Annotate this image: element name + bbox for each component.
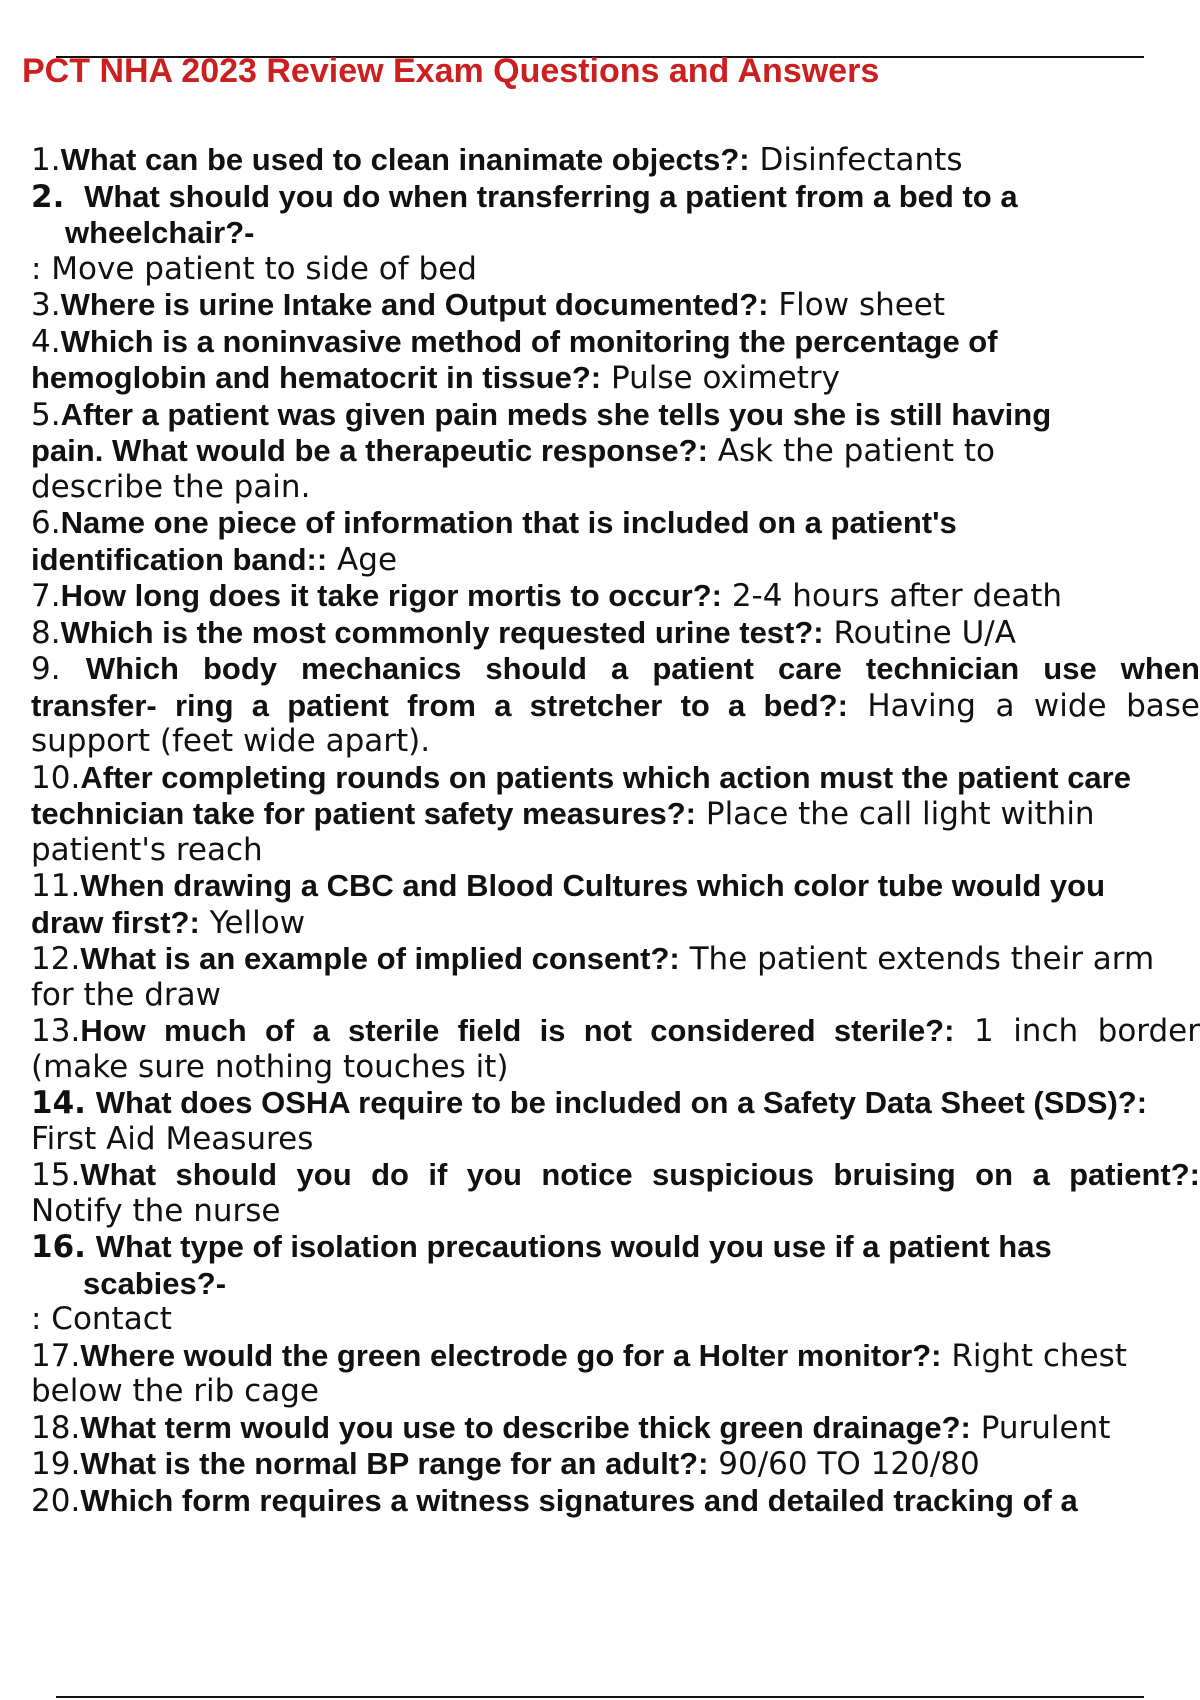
question: What is an example of implied consent?:: [80, 941, 680, 976]
question-continued: pain. What would be a therapeutic response?:: [31, 433, 708, 468]
question: What can be used to clean inanimate objects?:: [60, 142, 750, 177]
question-continued: wheelchair?-: [65, 215, 255, 250]
qa-item-12: [31, 941, 1200, 978]
question: What term would you use to describe thick green drainage?:: [80, 1409, 971, 1445]
answer-continued: below the rib cage: [31, 1373, 319, 1409]
qa-item-20: [31, 1483, 1200, 1520]
qa-list: [31, 142, 1200, 1519]
answer: 90/60 TO 120/80: [708, 1446, 980, 1482]
question-continued: hemoglobin and hematocrit in tissue?:: [31, 360, 602, 395]
question: How long does it take rigor mortis to occur?:: [60, 578, 722, 613]
qa-item-8: [31, 615, 1200, 652]
item-number: 1.: [31, 142, 61, 178]
answer: Age: [327, 541, 398, 578]
question: Name one piece of information that is included on a patient's: [60, 505, 957, 540]
item-number: 6.: [31, 505, 61, 541]
question: What does OSHA require to be included on a Safety Data Sheet (SDS)?:: [95, 1085, 1148, 1120]
qa-item-17: [31, 1338, 1200, 1375]
answer: Purulent: [970, 1409, 1111, 1446]
qa-item-5: [31, 397, 1200, 434]
qa-item-15: [31, 1157, 1200, 1194]
answer: Notify the nurse: [31, 1192, 281, 1229]
question-continued: transfer- ring a patient from a stretcher to a bed?:: [31, 687, 848, 723]
question: Which body mechanics should a patient care technician use when: [85, 651, 1200, 686]
answer-continued: (make sure nothing touches it): [31, 1048, 509, 1085]
item-number: 17.: [31, 1337, 81, 1374]
answer: 2-4 hours after death: [721, 578, 1063, 614]
answer: Flow sheet: [768, 287, 946, 323]
qa-item-2: [31, 179, 1200, 216]
item-number: 5.: [31, 396, 61, 433]
item-number: 3.: [31, 287, 61, 323]
answer-continued: for the draw: [31, 976, 221, 1013]
question-continued: scabies?-: [83, 1265, 227, 1301]
item-number: 10.: [31, 759, 81, 796]
qa-item-4: [31, 324, 1200, 361]
question: Which is a noninvasive method of monitoring the percentage of: [60, 323, 998, 359]
item-number: 18.: [31, 1409, 81, 1446]
item-number: 20.: [31, 1482, 81, 1519]
qa-item-14: [31, 1085, 1200, 1122]
answer: Having a wide base: [847, 687, 1200, 724]
question: What should you do when transferring a patient from a bed to a: [84, 178, 1018, 214]
item-number: 12.: [31, 941, 81, 977]
item-number: 4.: [31, 323, 61, 360]
item-number: 16.: [31, 1229, 86, 1265]
answer-continued: describe the pain.: [31, 468, 311, 505]
item-number: 8.: [31, 614, 61, 651]
answer: : Move patient to side of bed: [31, 250, 477, 287]
qa-item-7: [31, 578, 1200, 615]
item-number: 14.: [31, 1085, 86, 1121]
answer: Yellow: [199, 904, 306, 941]
question: When drawing a CBC and Blood Cultures which color tube would you: [80, 868, 1106, 903]
answer: The patient extends their arm: [679, 941, 1155, 977]
answer: Place the call light within: [696, 796, 1095, 832]
document-title: PCT NHA 2023 Review Exam Questions and Answers: [22, 52, 880, 90]
answer: Routine U/A: [823, 614, 1016, 651]
question: What type of isolation precautions would you use if a patient has: [95, 1229, 1052, 1264]
item-number: 15.: [31, 1157, 81, 1193]
question: What is the normal BP range for an adult?:: [80, 1446, 709, 1481]
question: How much of a sterile field is not considered sterile?:: [80, 1013, 955, 1048]
answer: Pulse oximetry: [601, 360, 840, 396]
question: Which is the most commonly requested urine test?:: [60, 614, 824, 650]
question: Where is urine Intake and Output documented?:: [60, 287, 769, 322]
answer: 1 inch border: [954, 1013, 1200, 1049]
question: What should you do if you notice suspicious bruising on a patient?:: [80, 1157, 1200, 1192]
item-number: 9.: [31, 651, 61, 687]
answer: First Aid Measures: [31, 1120, 314, 1157]
question: Which form requires a witness signatures and detailed tracking of a: [80, 1482, 1078, 1518]
question-continued: draw first?:: [31, 904, 200, 940]
qa-item-9: [31, 651, 1200, 688]
answer: : Contact: [31, 1301, 172, 1337]
qa-item-18: [31, 1410, 1200, 1447]
question: After completing rounds on patients which action must the patient care: [80, 759, 1131, 795]
answer: Ask the patient to: [707, 433, 995, 469]
qa-item-10: [31, 760, 1200, 797]
qa-item-6: [31, 505, 1200, 542]
question-continued: identification band::: [31, 541, 328, 577]
answer-continued: support (feet wide apart).: [31, 723, 431, 759]
qa-item-13: [31, 1013, 1200, 1050]
qa-item-19: [31, 1446, 1200, 1483]
bottom-rule: [56, 1696, 1144, 1698]
qa-item-3: [31, 287, 1200, 324]
answer-continued: patient's reach: [31, 831, 263, 868]
item-number: 7.: [31, 578, 61, 614]
item-number: 19.: [31, 1446, 81, 1482]
item-number: 13.: [31, 1013, 81, 1049]
qa-item-16: [31, 1229, 1200, 1266]
item-number: 2.: [31, 178, 65, 215]
item-number: 11.: [31, 868, 81, 904]
question: After a patient was given pain meds she tells you she is still having: [60, 396, 1052, 432]
answer: Disinfectants: [749, 142, 963, 178]
answer: Right chest: [941, 1337, 1127, 1374]
qa-item-11: [31, 868, 1200, 905]
question: Where would the green electrode go for a Holter monitor?:: [80, 1337, 942, 1373]
question-continued: technician take for patient safety measures?:: [31, 796, 697, 831]
qa-item-1: [31, 142, 1200, 179]
